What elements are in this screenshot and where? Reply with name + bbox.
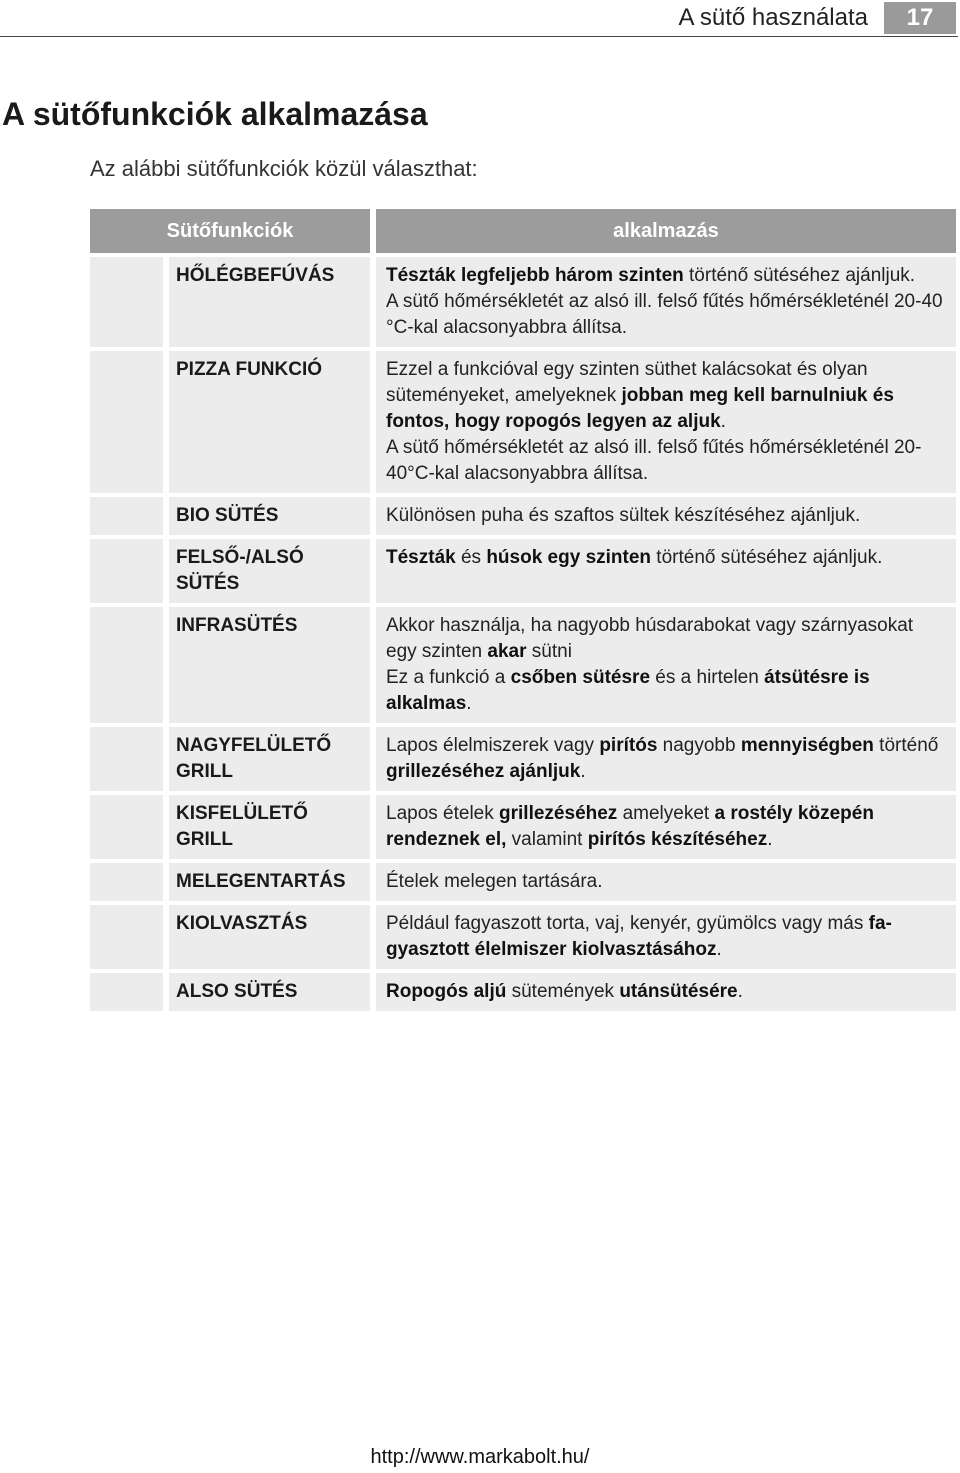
description-text: sütni [526, 641, 572, 662]
icon-column-cell [90, 351, 163, 493]
table-row [90, 727, 956, 791]
description-text: Lapos ételek [386, 803, 500, 824]
description-text: Különösen puha és szaftos sültek készítéséhez ajánljuk. [386, 505, 861, 526]
section-title: A sütőfunkciók alkalmazása [2, 96, 428, 132]
description-emphasis: húsok egy szinten [486, 547, 652, 568]
table-header-row [90, 209, 956, 253]
function-name: NAGYFELÜLETŐ GRILL [169, 727, 370, 791]
table-body [90, 257, 956, 1011]
description-emphasis: pirítós [599, 735, 658, 756]
function-cell [90, 727, 370, 791]
description-text: valamint [506, 829, 588, 850]
function-description [376, 351, 956, 493]
function-name: INFRASÜTÉS [169, 607, 370, 723]
table-row [90, 863, 956, 901]
description-text: . [580, 761, 586, 782]
description-emphasis: grillezéséhez ajánljuk [386, 761, 581, 782]
description-text: történő sütéséhez ajánljuk. [651, 547, 883, 568]
description-text: Ezzel a funkcióval egy szinten süthet kalácsokat és olyan süteményeket, amelyeknek [386, 359, 868, 406]
function-name: ALSO SÜTÉS [169, 973, 370, 1011]
description-text: A sütő hőmérsékletét az alsó ill. felső fűtés hőmérsékleténél 20-40 °C-kal alacsonyabbra állítsa. [386, 291, 943, 338]
function-cell [90, 497, 370, 535]
function-description [376, 863, 956, 901]
function-name: PIZZA FUNKCIÓ [169, 351, 370, 493]
function-cell [90, 539, 370, 603]
description-emphasis: Tészták legfeljebb három szinten [386, 265, 684, 286]
page-header [0, 0, 960, 38]
function-description [376, 905, 956, 969]
function-cell [90, 351, 370, 493]
table-row [90, 905, 956, 969]
table-row [90, 607, 956, 723]
description-text: történő sütéséhez ajánljuk. [683, 265, 916, 286]
description-emphasis: Ropogós aljú [386, 981, 507, 1002]
icon-column-cell [90, 727, 163, 791]
table-row [90, 497, 956, 535]
icon-column-cell [90, 257, 163, 347]
header-divider [0, 36, 958, 37]
function-name: MELEGENTARTÁS [169, 863, 370, 901]
description-text: . [720, 411, 726, 432]
function-name: FELSŐ-/ALSÓ SÜTÉS [169, 539, 370, 603]
intro-text: Az alábbi sütőfunkciók közül választhat: [90, 156, 478, 181]
function-description [376, 539, 956, 603]
function-description [376, 607, 956, 723]
description-emphasis: Tészták [386, 547, 456, 568]
function-description [376, 257, 956, 347]
function-cell [90, 973, 370, 1011]
icon-column-cell [90, 497, 163, 535]
description-text: . [767, 829, 773, 850]
description-text: . [716, 939, 722, 960]
icon-column-cell [90, 905, 163, 969]
description-text: Lapos élelmiszerek vagy [386, 735, 600, 756]
function-name: KIOLVASZTÁS [169, 905, 370, 969]
oven-functions-table [90, 209, 956, 1015]
description-text: Ez a funkció a [386, 667, 511, 688]
table-row [90, 351, 956, 493]
description-text: . [466, 693, 472, 714]
description-emphasis: jobban meg kell barnulniuk és fontos, hogy ropogós legyen az aljuk [386, 385, 894, 432]
icon-column-cell [90, 863, 163, 901]
function-cell [90, 795, 370, 859]
function-cell [90, 607, 370, 723]
description-emphasis: grillezéséhez [499, 803, 618, 824]
icon-column-cell [90, 795, 163, 859]
description-text: és [455, 547, 487, 568]
function-name: KISFELÜLETŐ GRILL [169, 795, 370, 859]
table-row [90, 539, 956, 603]
description-emphasis: mennyiségben [740, 735, 874, 756]
description-emphasis: átsütésre is alkalmas [386, 667, 870, 714]
description-text: Ételek melegen tartására. [386, 871, 603, 892]
description-text: és a hirtelen [650, 667, 765, 688]
function-name: HŐLÉGBEFÚVÁS [169, 257, 370, 347]
column-header-usage: alkalmazás [376, 209, 956, 253]
running-title: A sütő használata [678, 4, 868, 31]
description-emphasis: fa-gyasztott élelmiszer kiolvasztásához [386, 913, 892, 960]
icon-column-cell [90, 973, 163, 1011]
description-text: Akkor használja, ha nagyobb húsdarabokat vagy szárnyasokat egy szinten [386, 615, 914, 662]
function-description [376, 727, 956, 791]
description-emphasis: pirítós készítéséhez [587, 829, 768, 850]
description-text: nagyobb [657, 735, 741, 756]
icon-column-cell [90, 539, 163, 603]
function-description [376, 497, 956, 535]
description-text: amelyeket [617, 803, 715, 824]
description-emphasis: akar [487, 641, 527, 662]
function-cell [90, 905, 370, 969]
description-text: Például fagyaszott torta, vaj, kenyér, gyümölcs vagy más [386, 913, 869, 934]
table-row [90, 795, 956, 859]
footer-url: http://www.markabolt.hu/ [370, 1446, 590, 1468]
function-description [376, 795, 956, 859]
function-description [376, 973, 956, 1011]
description-emphasis: utánsütésére [619, 981, 738, 1002]
icon-column-cell [90, 607, 163, 723]
description-text: A sütő hőmérsékletét az alsó ill. felső fűtés hőmérsékleténél 20-40°C-kal alacsonyabbra állítsa. [386, 437, 922, 484]
table-row [90, 973, 956, 1011]
description-emphasis: a rostély közepén rendeznek el, [386, 803, 874, 850]
page-number: 17 [884, 2, 956, 34]
table-row [90, 257, 956, 347]
function-cell [90, 863, 370, 901]
description-text: történő [873, 735, 939, 756]
description-text: sütemények [506, 981, 620, 1002]
description-emphasis: csőben sütésre [510, 667, 651, 688]
column-header-functions: Sütőfunkciók [90, 209, 370, 253]
function-cell [90, 257, 370, 347]
description-text: . [737, 981, 743, 1002]
function-name: BIO SÜTÉS [169, 497, 370, 535]
